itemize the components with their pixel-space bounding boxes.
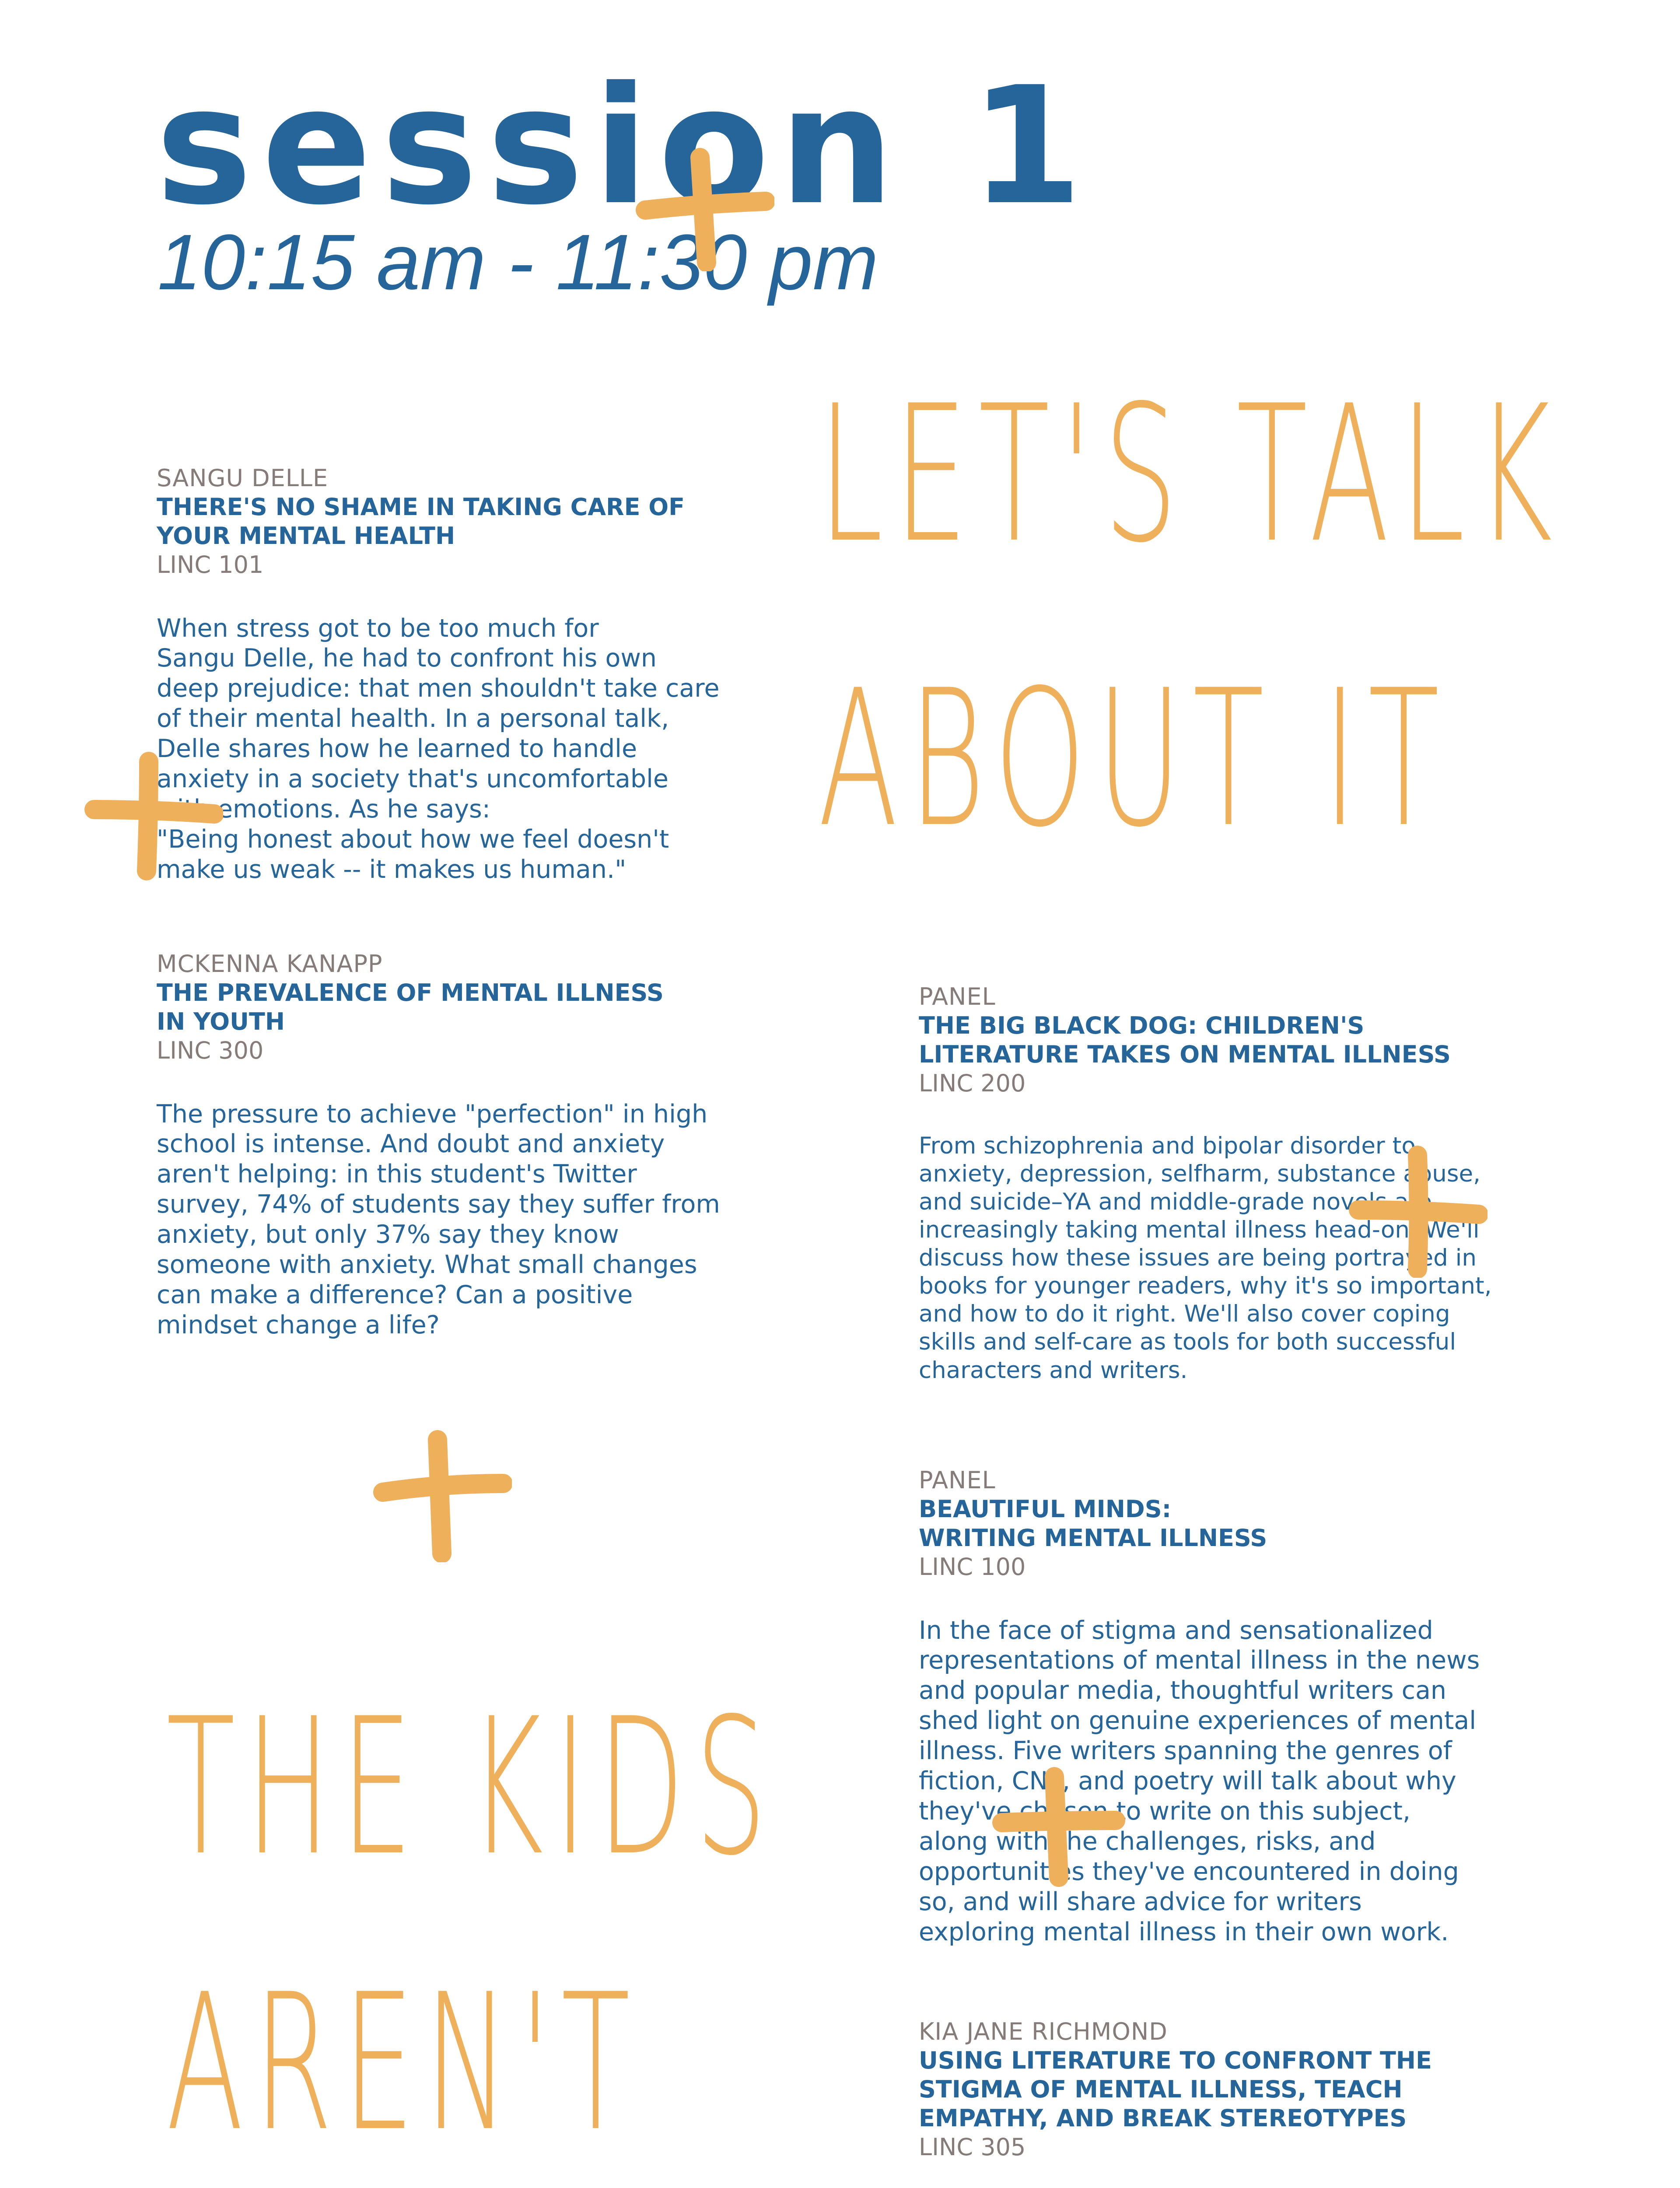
talk-description: When stress got to be too much for Sangu Delle, he had to confront his own deep prejudice: that men shouldn't take care of their mental health. In a personal talk, Delle shares how he learned to handle anxiety in a society that's uncomfortable with emotions. As he says: "Being honest about how we feel doesn't make us weak -- it makes us human." <box>157 614 720 884</box>
slogan-the-kids: THE KIDS <box>166 1678 777 1897</box>
session-time: 10:15 am - 11:30 pm <box>158 218 878 306</box>
session-sangu-delle <box>157 464 791 885</box>
session-mckenna-kanapp <box>157 950 791 1340</box>
speaker-name: MCKENNA KANAPP <box>157 950 383 978</box>
room-label: LINC 101 <box>157 551 264 579</box>
talk-description: In the face of stigma and sensationalized representations of mental illness in the news and popular media, thoughtful writers can shed light on genuine experiences of mental illness. Five writers spanning the genres of fiction, CNF, and poetry will talk about why they've chosen to write on this subject, along with the challenges, risks, and opportunities they've encountered in doing so, and will share advice for writers exploring mental illness in their own work. <box>919 1616 1480 1947</box>
plus-icon <box>83 744 223 884</box>
speaker-name: PANEL <box>919 1466 996 1494</box>
speaker-name: KIA JANE RICHMOND <box>919 2018 1168 2045</box>
slogan-lets-talk: LET'S TALK <box>818 365 1563 584</box>
plus-icon <box>372 1422 512 1562</box>
talk-title: THERE'S NO SHAME IN TAKING CARE OF YOUR MENTAL HEALTH <box>157 493 685 550</box>
slogan-about-it: ABOUT IT <box>818 650 1450 869</box>
talk-title: THE BIG BLACK DOG: CHILDREN'S LITERATURE TAKES ON MENTAL ILLNESS <box>919 1011 1451 1068</box>
session-kia-jane-richmond <box>919 2017 1540 2188</box>
plus-icon <box>989 1750 1129 1890</box>
talk-title: USING LITERATURE TO CONFRONT THE STIGMA OF MENTAL ILLNESS, TEACH EMPATHY, AND BREAK STEREOTYPES <box>919 2046 1432 2132</box>
room-label: LINC 200 <box>919 1069 1026 1097</box>
plus-icon <box>1348 1138 1488 1278</box>
talk-title: THE PREVALENCE OF MENTAL ILLNESS IN YOUTH <box>157 978 664 1035</box>
speaker-name: SANGU DELLE <box>157 464 329 492</box>
plus-icon <box>634 131 774 271</box>
room-label: LINC 300 <box>157 1036 264 1064</box>
talk-title: BEAUTIFUL MINDS: WRITING MENTAL ILLNESS <box>919 1495 1267 1552</box>
session-title: session 1 <box>156 53 1092 241</box>
speaker-name: PANEL <box>919 983 996 1010</box>
room-label: LINC 305 <box>919 2133 1026 2161</box>
talk-description: The pressure to achieve "perfection" in high school is intense. And doubt and anxiety aren't helping: in this student's Twitter survey, 74% of students say they suffer from anxiety, but only 37% say they know someone with anxiety. What small changes can make a difference? Can a positive mindset change a life? <box>157 1099 720 1340</box>
slogan-arent: AREN'T <box>166 1954 641 2173</box>
talk-description: From schizophrenia and bipolar disorder to anxiety, depression, selfharm, substance abuse, and suicide–YA and middle-grade novels are increasingly taking mental illness head-on. We'll discuss how these issues are being portrayed in books for younger readers, why it's so important, and how to do it right. We'll also cover coping skills and self-care as tools for both successful characters and writers. <box>919 1132 1492 1384</box>
room-label: LINC 100 <box>919 1553 1026 1581</box>
